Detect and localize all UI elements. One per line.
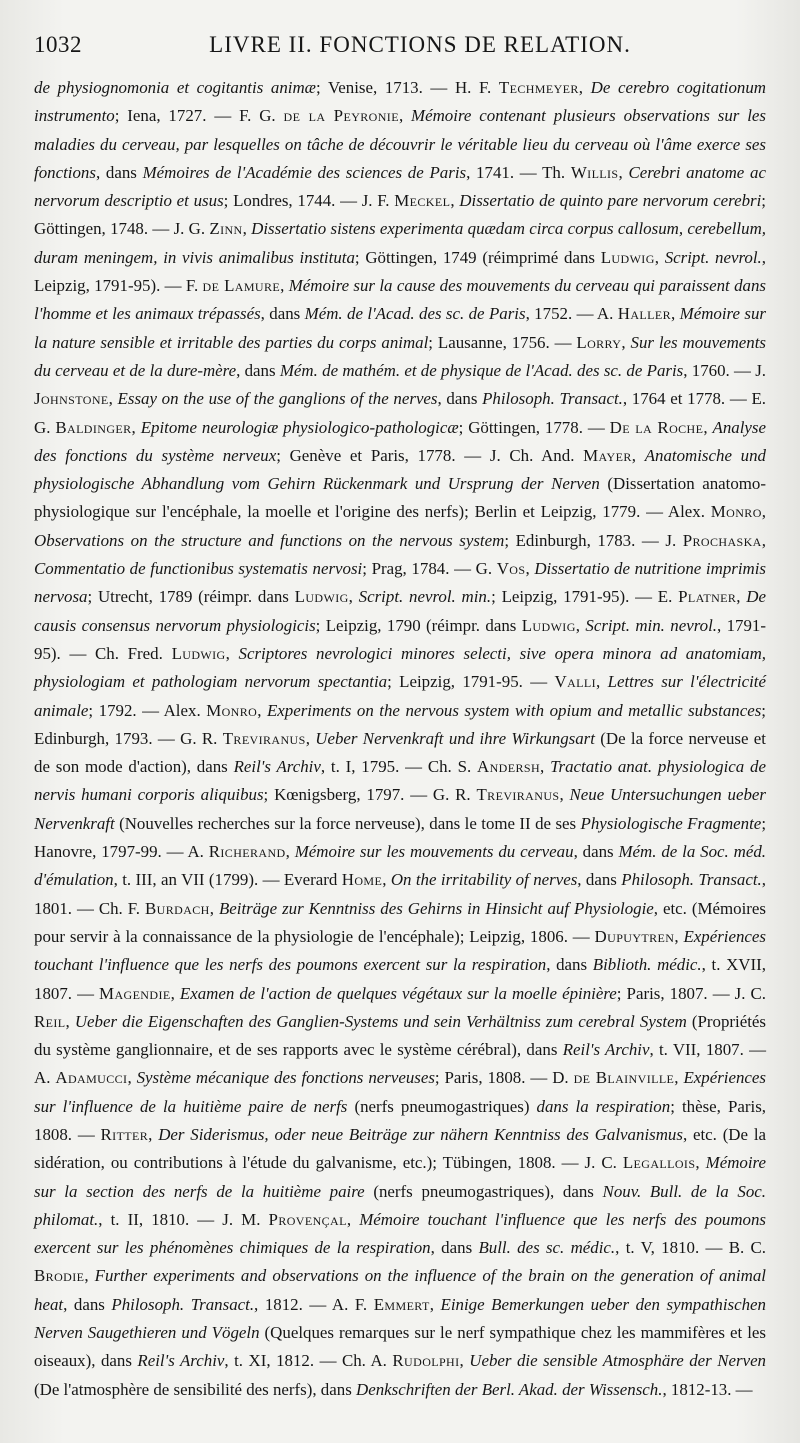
work-title: Ueber Nervenkraft und ihre Wirkungsart — [315, 728, 595, 748]
work-title: Mémoire sur la section des nerfs de la huitième paire — [34, 1153, 766, 1201]
citation-text: , — [398, 106, 412, 126]
work-title: Experiments on the nervous system with opium and metallic substances — [266, 700, 762, 720]
citation-text: , 1801. — Ch. F. — [34, 870, 766, 918]
citation-text: , — [540, 757, 551, 777]
author-name: Provençal — [268, 1209, 347, 1229]
bibliography-paragraph — [34, 74, 766, 1404]
citation-text: ; Leipzig, 1791-95). — E. — [491, 587, 679, 607]
citation-text: , t. XVII, 1807. — — [34, 955, 766, 1003]
citation-text: (Dissertation anatomo-physiologique sur l'encéphale, la moelle et l'origine des nerfs); Berlin et Leipzig, 1779. — Alex. — [34, 474, 766, 522]
citation-text: ; Kœnigsberg, 1797. — G. R. — [263, 785, 477, 805]
citation-text: , 1752. — A. — [525, 304, 618, 324]
citation-text: , — [703, 417, 713, 437]
citation-text: , — [305, 728, 316, 748]
citation-text: , dans — [573, 842, 619, 862]
work-title: Mémoire sur la nature sensible et irritable des parties du corps animal — [34, 304, 766, 352]
work-title: Reil's Archiv — [562, 1040, 650, 1060]
citation-text: , t. V, 1810. — B. C. — [615, 1238, 766, 1258]
author-name: Johnstone — [34, 389, 109, 409]
running-head: LIVRE II. FONCTIONS DE RELATION. — [209, 32, 631, 57]
work-title: On the irritability of nerves — [390, 870, 578, 890]
author-name: Meckel — [394, 191, 451, 211]
author-name: Ludwig — [600, 247, 655, 267]
citation-text: , — [346, 1209, 360, 1229]
citation-text: , 1812-13. — — [662, 1379, 753, 1399]
work-title: Philosoph. Transact. — [111, 1294, 255, 1314]
author-name: Adamucci — [55, 1068, 128, 1088]
work-title: Mémoire touchant l'influence que les nerfs des poumons exercent sur les phénomènes chimiques de la respiration — [34, 1209, 766, 1258]
work-title: Nouv. Bull. de la Soc. philomat. — [34, 1181, 766, 1229]
citation-text: , — [170, 983, 180, 1003]
citation-text: (Quelques remarques sur le nerf sympathique chez les mammifères et les oiseaux), dans — [34, 1323, 766, 1371]
work-title: Examen de l'action de quelques végétaux sur la moelle épinière — [179, 983, 617, 1003]
author-name: Rudolphi — [392, 1351, 460, 1371]
author-name: Andersh — [477, 757, 541, 777]
citation-text: , 1760. — J. — [683, 360, 766, 380]
citation-text: ; Lausanne, 1756. — — [428, 332, 577, 352]
citation-text: , — [618, 162, 629, 182]
author-name: Burdach — [145, 898, 210, 918]
author-name: Treviranus — [476, 785, 560, 805]
citation-text: , dans — [95, 162, 143, 182]
author-name: Legallois — [622, 1153, 696, 1173]
page-header — [34, 26, 766, 70]
citation-text: ; Göttingen, 1748. — J. G. — [34, 191, 766, 239]
author-name: Monro — [710, 502, 762, 522]
citation-text: (nerfs pneumogastriques) — [347, 1096, 537, 1116]
author-name: Reil — [34, 1011, 66, 1031]
work-title: dans la respiration — [536, 1096, 671, 1116]
citation-text: , — [596, 672, 608, 692]
author-name: de Blainville — [573, 1068, 675, 1088]
work-title: Einige Bemerkungen ueber den sympathischen Nerven Saugethieren und Vögeln — [34, 1294, 766, 1343]
citation-text: , — [654, 247, 665, 267]
citation-text: ; Leipzig, 1791-95. — — [387, 672, 555, 692]
citation-text: ; Prag, 1784. — G. — [362, 559, 497, 579]
work-title: Reil's Archiv — [137, 1351, 225, 1371]
work-title: Dissertatio de nutritione imprimis nervosa — [34, 559, 766, 607]
citation-text: , etc. (De la sidération, ou contributions à l'étude du galvanisme, etc.); Tübingen, 1808. — J. C. — [34, 1124, 767, 1173]
work-title: Expériences touchant l'influence que les nerfs des poumons exercent sur la respiration — [34, 926, 766, 975]
citation-text: , — [671, 304, 680, 324]
author-name: Mayer — [583, 445, 632, 465]
citation-text: , — [450, 191, 460, 211]
work-title: Script. min. nevrol. — [585, 615, 717, 635]
citation-text: , 1812. — A. F. — [254, 1294, 374, 1314]
citation-text: , etc. (Mémoires pour servir à la connaissance de la physiologie de l'encéphale); Leipzig, 1806. — — [34, 898, 766, 946]
author-name: de la Peyronie — [283, 106, 399, 126]
citation-text: , dans — [546, 955, 593, 975]
citation-text: , dans — [577, 870, 622, 890]
author-name: Richerand — [208, 842, 286, 862]
citation-text: , — [65, 1011, 75, 1031]
author-name: Magendie — [99, 983, 171, 1003]
work-title: Denkschriften der Berl. Akad. der Wissensch. — [356, 1379, 663, 1399]
citation-text: ; Londres, 1744. — J. F. — [223, 191, 395, 211]
work-title: Bull. des sc. médic. — [478, 1238, 616, 1258]
work-title: Script. nevrol. — [664, 247, 762, 267]
work-title: De cerebro cogitationum instrumento — [34, 78, 766, 126]
citation-text: , dans — [63, 1294, 112, 1314]
citation-text: , 1764 et 1778. — E. G. — [34, 389, 766, 437]
citation-text: ; thèse, Paris, 1808. — — [34, 1096, 766, 1144]
citation-text: , dans — [236, 360, 280, 380]
work-title: Analyse des fonctions du système nerveux — [34, 417, 766, 465]
citation-text: , — [575, 615, 586, 635]
author-name: Treviranus — [222, 728, 306, 748]
work-title: Ueber die sensible Atmosphäre der Nerven — [469, 1351, 767, 1371]
citation-text: , — [429, 1294, 441, 1314]
citation-text: , dans — [430, 1238, 479, 1258]
citation-text: , — [695, 1153, 706, 1173]
author-name: Brodie — [34, 1266, 85, 1286]
author-name: Ludwig — [171, 643, 226, 663]
citation-text: , — [225, 643, 239, 663]
citation-text: , — [674, 1068, 684, 1088]
work-title: Mémoire contenant plusieurs observations sur les maladies du cerveau, par lesquelles on tâche de découvrir le véritable lieu du cerveau où l'âme exerce ses fonctions — [34, 106, 766, 182]
citation-text: , t. II, 1810. — J. M. — [98, 1209, 269, 1229]
citation-text: , — [736, 587, 747, 607]
work-title: Commentatio de functionibus systematis nervosi — [34, 559, 363, 579]
author-name: Willis — [570, 162, 619, 182]
citation-text: , — [674, 926, 684, 946]
citation-text: , — [257, 700, 267, 720]
work-title: Tractatio anat. physiologica de nervis humani corporis aliquibus — [34, 757, 766, 805]
work-title: Further experiments and observations on the influence of the brain on the generation of animal heat — [34, 1266, 766, 1314]
citation-text: , — [621, 332, 631, 352]
work-title: Mémoires de l'Académie des sciences de Paris — [142, 162, 467, 182]
work-title: Philosoph. Transact. — [621, 870, 762, 890]
author-name: Platner — [678, 587, 737, 607]
citation-text: , — [459, 1351, 470, 1371]
work-title: Lettres sur l'électricité animale — [34, 672, 766, 720]
citation-text: , — [127, 1068, 137, 1088]
author-name: Lorry — [576, 332, 622, 352]
work-title: Mém. de l'Acad. des sc. de Paris — [304, 304, 526, 324]
citation-text: , t. III, an VII (1799). — Everard — [113, 870, 342, 890]
citation-text: , — [242, 219, 252, 239]
work-title: Ueber die Eigenschaften des Ganglien-Systems und sein Verhältniss zum cerebral System — [74, 1011, 687, 1031]
citation-text: ; Edinburgh, 1793. — G. R. — [34, 700, 766, 748]
citation-text: ; Iena, 1727. — F. G. — [114, 106, 284, 126]
citation-text: , t. VII, 1807. — A. — [34, 1040, 766, 1088]
author-name: Monro — [206, 700, 258, 720]
citation-text: , — [84, 1266, 95, 1286]
citation-text: , — [631, 445, 645, 465]
citation-text: , — [525, 559, 535, 579]
work-title: Philosoph. Transact. — [482, 389, 623, 409]
citation-text: , — [148, 1124, 159, 1144]
work-title: Reil's Archiv — [233, 757, 321, 777]
citation-text: ; Edinburgh, 1783. — J. — [504, 530, 683, 550]
citation-text: ; Leipzig, 1790 (réimpr. dans — [315, 615, 522, 635]
citation-text: ; 1792. — Alex. — [88, 700, 207, 720]
citation-text: ; Venise, 1713. — H. F. — [315, 78, 499, 97]
page-number: 1032 — [34, 32, 82, 57]
citation-text: , — [348, 587, 359, 607]
citation-text: (nerfs pneumogastriques), dans — [364, 1181, 603, 1201]
author-name: Prochaska — [682, 530, 762, 550]
author-name: Home — [341, 870, 383, 890]
citation-text: , t. XI, 1812. — Ch. A. — [224, 1351, 393, 1371]
citation-text: , — [285, 842, 295, 862]
citation-text: ; Göttingen, 1778. — — [458, 417, 610, 437]
citation-text: , — [280, 276, 289, 296]
work-title: Mém. de la Soc. méd. d'émulation — [34, 842, 766, 890]
work-title: Neue Untersuchungen ueber Nervenkraft — [34, 785, 766, 833]
work-title: Dissertatio sistens experimenta quædam circa corpus callosum, cerebellum, duram meningem, in vivis animalibus instituta — [34, 219, 766, 267]
citation-text: , — [382, 870, 391, 890]
work-title: de physiognomonia et cogitantis animæ — [34, 78, 316, 97]
author-name: Dupuytren — [594, 926, 675, 946]
author-name: Ludwig — [294, 587, 349, 607]
work-title: Script. nevrol. min. — [358, 587, 492, 607]
citation-text: , — [559, 785, 570, 805]
author-name: Haller — [617, 304, 672, 324]
citation-text: , — [578, 78, 591, 97]
citation-text: , 1791-95). — Ch. Fred. — [34, 615, 767, 663]
work-title: Scriptores nevrologici minores selecti, sive opera minora ad anatomiam, physiologiam et pathologiam nervorum spectantia — [34, 643, 767, 692]
citation-text: , — [761, 530, 766, 550]
citation-text: ; Paris, 1808. — D. — [434, 1068, 574, 1088]
work-title: Observations on the structure and functions on the nervous system — [34, 530, 505, 550]
citation-text: , Leipzig, 1791-95). — F. — [34, 247, 766, 296]
author-name: de Lamure — [202, 276, 281, 296]
citation-text: , — [761, 502, 766, 522]
bibliography-text — [34, 74, 766, 1404]
author-name: Baldinger — [55, 417, 132, 437]
work-title: Expériences sur l'influence de la huitième paire de nerfs — [34, 1068, 766, 1116]
citation-text: , — [131, 417, 141, 437]
work-title: Système mécanique des fonctions nerveuses — [136, 1068, 435, 1088]
author-name: Techmeyer — [498, 78, 579, 97]
author-name: Vos — [496, 559, 526, 579]
author-name: Ludwig — [521, 615, 576, 635]
author-name: Emmert — [373, 1294, 430, 1314]
citation-text: ; Göttingen, 1749 (réimprimé dans — [354, 247, 601, 267]
work-title: Essay on the use of the ganglions of the nerves — [117, 389, 438, 409]
citation-text: , t. I, 1795. — Ch. S. — [320, 757, 478, 777]
work-title: Dissertatio de quinto pare nervorum cerebri — [459, 191, 762, 211]
citation-text: (Nouvelles recherches sur la force nerveuse), dans le tome II de ses — [114, 813, 581, 833]
citation-text: ; Hanovre, 1797-99. — A. — [34, 813, 767, 862]
work-title: Cerebri anatome ac nervorum descriptio et usus — [34, 162, 766, 211]
citation-text: (De l'atmosphère de sensibilité des nerfs), dans — [34, 1379, 356, 1399]
work-title: Anatomische und physiologische Abhandlung vom Gehirn Rückenmark und Ursprung der Nerven — [34, 445, 766, 494]
citation-text: (Propriétés du système ganglionnaire, et de ses rapports avec le système cérébral), dans — [34, 1011, 766, 1060]
citation-text: , dans — [260, 304, 305, 324]
citation-text: , — [108, 389, 118, 409]
author-name: De la Roche — [609, 417, 704, 437]
work-title: Mémoire sur les mouvements du cerveau — [294, 842, 574, 862]
citation-text: , — [209, 898, 219, 918]
author-name: Zinn — [209, 219, 243, 239]
citation-text: , 1741. — Th. — [466, 162, 571, 182]
citation-text: ; Genève et Paris, 1778. — J. Ch. And. — [276, 445, 584, 465]
citation-text: , dans — [437, 389, 483, 409]
work-title: Mémoire sur la cause des mouvements du cerveau qui paraissent dans l'homme et les animaux trépassés — [34, 276, 766, 324]
author-name: Ritter — [100, 1124, 149, 1144]
work-title: Epitome neurologiæ physiologico-pathologicæ — [140, 417, 459, 437]
work-title: Beiträge zur Kenntniss des Gehirns in Hinsicht auf Physiologie — [218, 898, 654, 918]
citation-text: ; Utrecht, 1789 (réimpr. dans — [87, 587, 295, 607]
citation-text: ; Paris, 1807. — J. C. — [616, 983, 766, 1003]
author-name: Valli — [554, 672, 596, 692]
work-title: Physiologische Fragmente — [580, 813, 762, 833]
work-title: Mém. de mathém. et de physique de l'Acad. des sc. de Paris — [279, 360, 684, 380]
citation-text: (De la force nerveuse et de son mode d'action), dans — [34, 728, 766, 777]
work-title: Sur les mouvements du cerveau et de la dure-mère — [34, 332, 766, 380]
work-title: Biblioth. médic. — [592, 955, 702, 975]
work-title: Der Siderismus, oder neue Beiträge zur nähern Kenntniss des Galvanismus — [158, 1124, 683, 1144]
work-title: De causis consensus nervorum physiologicis — [34, 587, 766, 635]
